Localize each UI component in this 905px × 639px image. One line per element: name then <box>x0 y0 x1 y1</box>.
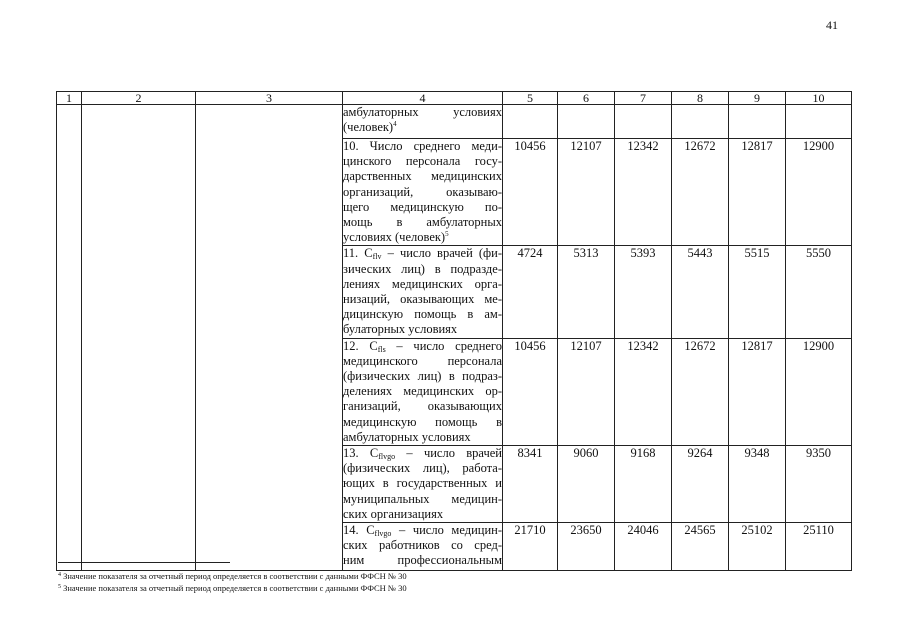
description-line: муниципальных медицин- <box>343 491 502 506</box>
description-line: (физических лиц) в подраз- <box>343 369 502 384</box>
value-cell: 12342 <box>615 338 672 445</box>
footnote-text: Значение показателя за отчетный период определяется в соответствии с данными ФФСН № 30 <box>63 571 407 581</box>
value-cell: 12900 <box>786 139 852 246</box>
column-header: 4 <box>343 92 503 105</box>
value-cell: 23650 <box>558 523 615 571</box>
column-header: 6 <box>558 92 615 105</box>
column-header: 8 <box>672 92 729 105</box>
description-line: ющих в государственных и <box>343 476 502 491</box>
description-line: 10. Число среднего меди- <box>343 139 502 153</box>
description-line: ских организациях <box>343 506 444 521</box>
description-line: 13. $C_{flvgo}$ – число врачей <box>343 446 502 462</box>
description-line: щего медицинскую по- <box>343 199 502 214</box>
value-cell: 12107 <box>558 338 615 445</box>
value-cell <box>729 105 786 139</box>
value-cell: 12107 <box>558 139 615 246</box>
indicator-description <box>343 139 503 246</box>
column-header: 5 <box>503 92 558 105</box>
value-cell <box>786 105 852 139</box>
page-number: 41 <box>826 18 838 32</box>
column-header: 10 <box>786 92 852 105</box>
value-cell: 12342 <box>615 139 672 246</box>
description-line: делениях медицинских ор- <box>343 384 502 399</box>
value-cell: 12817 <box>729 139 786 246</box>
indicator-description <box>343 246 503 338</box>
description-line: 12. $C_{fls}$ – число среднего <box>343 338 503 354</box>
description-line: зических лиц) в подразде- <box>343 261 502 276</box>
value-cell: 9264 <box>672 446 729 523</box>
value-cell <box>672 105 729 139</box>
formula-subscript: flvgo <box>374 529 392 539</box>
value-cell: 24046 <box>615 523 672 571</box>
description-line: мощь в амбулаторных <box>343 215 502 230</box>
value-cell: 10456 <box>503 139 558 246</box>
description-line: (человек)$^4$ <box>343 120 397 135</box>
value-cell: 25110 <box>786 523 852 571</box>
column-2-cell <box>82 105 196 571</box>
footnote-ref: 4 <box>393 120 397 129</box>
description-line: организаций, оказываю- <box>343 184 502 199</box>
description-line: булаторных условиях <box>343 322 458 337</box>
description-line: медицинскую помощь в <box>343 414 502 429</box>
description-line: дарственных медицинских <box>343 169 502 184</box>
indicators-table <box>56 91 852 571</box>
table-header-row <box>57 92 852 105</box>
value-cell: 4724 <box>503 246 558 338</box>
value-cell: 21710 <box>503 523 558 571</box>
value-cell: 9168 <box>615 446 672 523</box>
value-cell: 10456 <box>503 338 558 445</box>
column-header: 2 <box>82 92 196 105</box>
description-line: 14. $C_{flvgo}$ – число медицин- <box>343 523 502 539</box>
footnote <box>58 570 407 581</box>
footnote-mark: 4 <box>58 572 61 578</box>
formula-subscript: flv <box>372 252 382 262</box>
value-cell: 5550 <box>786 246 852 338</box>
footnote-separator <box>58 562 230 563</box>
description-line: медицинского персонала <box>343 353 502 368</box>
description-line: (физических лиц), работа- <box>343 461 502 476</box>
description-line: ним профессиональным <box>343 553 502 568</box>
value-cell: 5393 <box>615 246 672 338</box>
indicator-description <box>343 446 503 523</box>
value-cell: 9350 <box>786 446 852 523</box>
value-cell: 9348 <box>729 446 786 523</box>
description-line: ганизаций, оказывающих <box>343 399 502 414</box>
footnote <box>58 582 407 593</box>
value-cell: 12672 <box>672 338 729 445</box>
description-line: амбулаторных условиях <box>343 105 502 119</box>
value-cell: 12672 <box>672 139 729 246</box>
value-cell: 25102 <box>729 523 786 571</box>
table-row <box>57 105 852 139</box>
value-cell: 5515 <box>729 246 786 338</box>
column-3-cell <box>196 105 343 571</box>
value-cell: 8341 <box>503 446 558 523</box>
indicator-description <box>343 338 503 445</box>
description-line: условиях (человек)$^5$ <box>343 230 449 245</box>
column-header: 7 <box>615 92 672 105</box>
description-line: цинского персонала госу- <box>343 154 502 169</box>
column-header: 1 <box>57 92 82 105</box>
value-cell: 12817 <box>729 338 786 445</box>
value-cell <box>503 105 558 139</box>
description-line: лениях медицинских орга- <box>343 276 502 291</box>
indicator-description <box>343 105 503 139</box>
value-cell <box>615 105 672 139</box>
footnote-ref: 5 <box>445 230 449 239</box>
description-line: дицинскую помощь в ам- <box>343 307 502 322</box>
value-cell <box>558 105 615 139</box>
description-line: ских работников со сред- <box>343 538 502 553</box>
formula-subscript: flvgo <box>378 452 396 462</box>
value-cell: 5443 <box>672 246 729 338</box>
value-cell: 12900 <box>786 338 852 445</box>
value-cell: 9060 <box>558 446 615 523</box>
description-line: амбулаторных условиях <box>343 429 471 444</box>
column-header: 9 <box>729 92 786 105</box>
description-line: низаций, оказывающих ме- <box>343 292 502 307</box>
column-1-cell <box>57 105 82 571</box>
description-line: 11. $C_{flv}$ – число врачей (фи- <box>343 246 502 262</box>
footnote-mark: 5 <box>58 584 61 590</box>
column-header: 3 <box>196 92 343 105</box>
value-cell: 24565 <box>672 523 729 571</box>
indicator-description <box>343 523 503 571</box>
footnote-text: Значение показателя за отчетный период определяется в соответствии с данными ФФСН № 30 <box>63 583 407 593</box>
formula-subscript: fls <box>377 344 386 354</box>
value-cell: 5313 <box>558 246 615 338</box>
